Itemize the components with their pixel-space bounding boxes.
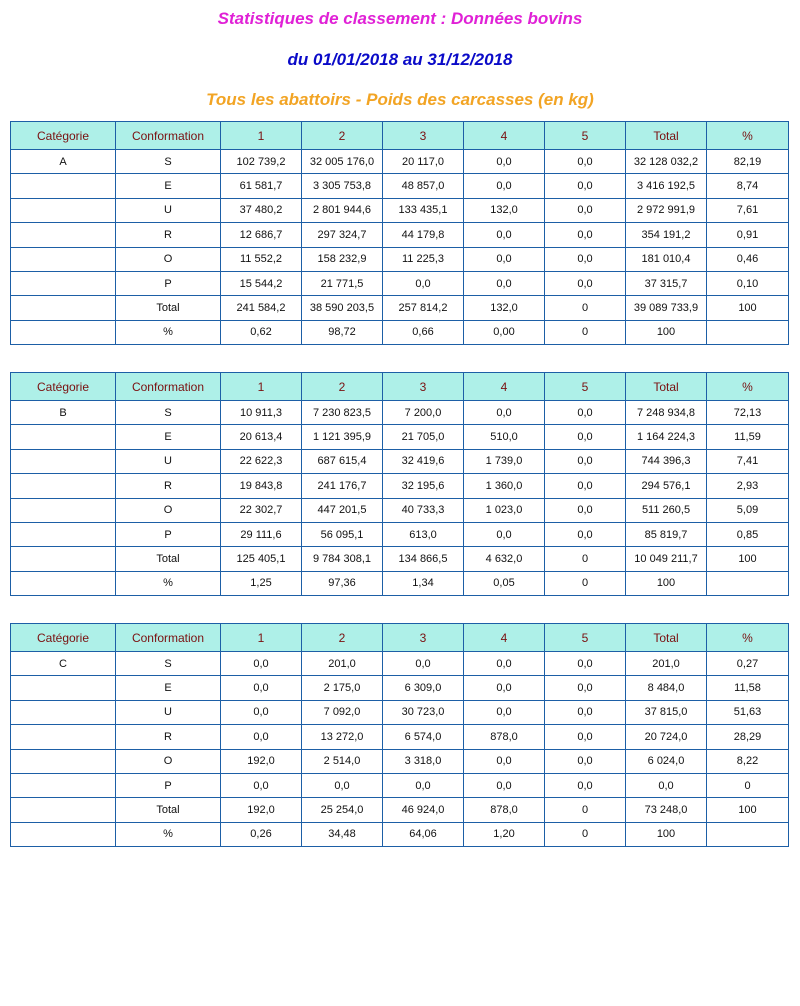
table-row bbox=[11, 174, 789, 198]
table-row bbox=[11, 798, 789, 822]
value-cell: 0,0 bbox=[545, 425, 626, 449]
conformation-cell: Total bbox=[116, 547, 221, 571]
value-cell: 0,0 bbox=[383, 773, 464, 797]
value-cell: 7 248 934,8 bbox=[626, 401, 707, 425]
column-header: 5 bbox=[545, 373, 626, 401]
value-cell: 294 576,1 bbox=[626, 474, 707, 498]
value-cell: 1,20 bbox=[464, 822, 545, 846]
column-header: 3 bbox=[383, 624, 464, 652]
value-cell: 158 232,9 bbox=[302, 247, 383, 271]
column-header: % bbox=[707, 122, 789, 150]
value-cell: 2,93 bbox=[707, 474, 789, 498]
value-cell: 0,0 bbox=[545, 652, 626, 676]
value-cell: 0 bbox=[545, 798, 626, 822]
value-cell: 3 305 753,8 bbox=[302, 174, 383, 198]
value-cell: 4 632,0 bbox=[464, 547, 545, 571]
value-cell: 0 bbox=[545, 296, 626, 320]
table-row bbox=[11, 822, 789, 846]
column-header: Catégorie bbox=[11, 122, 116, 150]
value-cell: 8,22 bbox=[707, 749, 789, 773]
value-cell: 2 175,0 bbox=[302, 676, 383, 700]
value-cell: 6 309,0 bbox=[383, 676, 464, 700]
value-cell: 0,0 bbox=[545, 700, 626, 724]
table-row bbox=[11, 247, 789, 271]
value-cell: 82,19 bbox=[707, 150, 789, 174]
column-header: 1 bbox=[221, 373, 302, 401]
column-header: 4 bbox=[464, 122, 545, 150]
conformation-cell: R bbox=[116, 223, 221, 247]
category-cell bbox=[11, 223, 116, 247]
value-cell: 6 574,0 bbox=[383, 725, 464, 749]
page-title: Statistiques de classement : Données bovins bbox=[217, 9, 583, 28]
value-cell: 100 bbox=[626, 822, 707, 846]
value-cell: 29 111,6 bbox=[221, 522, 302, 546]
value-cell: 0,0 bbox=[545, 401, 626, 425]
table-row bbox=[11, 571, 789, 595]
table-row bbox=[11, 749, 789, 773]
value-cell: 0,10 bbox=[707, 271, 789, 295]
value-cell: 12 686,7 bbox=[221, 223, 302, 247]
value-cell: 10 049 211,7 bbox=[626, 547, 707, 571]
value-cell: 0,0 bbox=[545, 174, 626, 198]
category-cell bbox=[11, 773, 116, 797]
category-cell bbox=[11, 271, 116, 295]
conformation-cell: % bbox=[116, 571, 221, 595]
value-cell: 30 723,0 bbox=[383, 700, 464, 724]
value-cell: 38 590 203,5 bbox=[302, 296, 383, 320]
value-cell: 0,46 bbox=[707, 247, 789, 271]
column-header: 5 bbox=[545, 624, 626, 652]
conformation-cell: E bbox=[116, 425, 221, 449]
value-cell bbox=[707, 571, 789, 595]
value-cell: 22 302,7 bbox=[221, 498, 302, 522]
column-header: 4 bbox=[464, 624, 545, 652]
value-cell: 0 bbox=[545, 571, 626, 595]
table-row bbox=[11, 449, 789, 473]
value-cell: 0,0 bbox=[545, 223, 626, 247]
column-header: 4 bbox=[464, 373, 545, 401]
value-cell: 1,25 bbox=[221, 571, 302, 595]
conformation-cell: U bbox=[116, 198, 221, 222]
value-cell: 51,63 bbox=[707, 700, 789, 724]
value-cell: 0,0 bbox=[545, 725, 626, 749]
category-cell: B bbox=[11, 401, 116, 425]
subtitle: Tous les abattoirs - Poids des carcasses (en kg) bbox=[206, 90, 594, 109]
table-row bbox=[11, 676, 789, 700]
table-row bbox=[11, 150, 789, 174]
value-cell: 354 191,2 bbox=[626, 223, 707, 247]
table-row bbox=[11, 652, 789, 676]
table-row bbox=[11, 223, 789, 247]
value-cell: 20 613,4 bbox=[221, 425, 302, 449]
value-cell: 64,06 bbox=[383, 822, 464, 846]
category-cell bbox=[11, 296, 116, 320]
value-cell: 0 bbox=[707, 773, 789, 797]
value-cell: 5,09 bbox=[707, 498, 789, 522]
value-cell: 100 bbox=[707, 547, 789, 571]
value-cell: 0,0 bbox=[464, 223, 545, 247]
value-cell: 0,0 bbox=[545, 773, 626, 797]
value-cell: 22 622,3 bbox=[221, 449, 302, 473]
value-cell: 0,0 bbox=[464, 522, 545, 546]
value-cell: 11,59 bbox=[707, 425, 789, 449]
value-cell: 0,0 bbox=[221, 700, 302, 724]
value-cell: 100 bbox=[707, 296, 789, 320]
value-cell: 687 615,4 bbox=[302, 449, 383, 473]
value-cell: 0,0 bbox=[383, 652, 464, 676]
column-header: Conformation bbox=[116, 373, 221, 401]
value-cell: 0,0 bbox=[545, 150, 626, 174]
value-cell: 0,0 bbox=[464, 773, 545, 797]
value-cell: 2 972 991,9 bbox=[626, 198, 707, 222]
category-cell bbox=[11, 798, 116, 822]
value-cell: 21 705,0 bbox=[383, 425, 464, 449]
value-cell: 2 514,0 bbox=[302, 749, 383, 773]
value-cell: 241 176,7 bbox=[302, 474, 383, 498]
column-header: Total bbox=[626, 624, 707, 652]
value-cell: 0,0 bbox=[545, 676, 626, 700]
category-cell bbox=[11, 700, 116, 724]
value-cell: 1 360,0 bbox=[464, 474, 545, 498]
value-cell: 0,0 bbox=[464, 652, 545, 676]
column-header: 1 bbox=[221, 624, 302, 652]
table-row bbox=[11, 271, 789, 295]
category-cell bbox=[11, 522, 116, 546]
value-cell: 192,0 bbox=[221, 798, 302, 822]
conformation-cell: U bbox=[116, 700, 221, 724]
value-cell: 11 225,3 bbox=[383, 247, 464, 271]
conformation-cell: Total bbox=[116, 798, 221, 822]
value-cell: 0,05 bbox=[464, 571, 545, 595]
stats-table-b bbox=[10, 372, 789, 596]
stats-table-c bbox=[10, 623, 789, 847]
value-cell: 181 010,4 bbox=[626, 247, 707, 271]
header-row bbox=[11, 122, 789, 150]
conformation-cell: U bbox=[116, 449, 221, 473]
value-cell: 0,66 bbox=[383, 320, 464, 344]
value-cell: 0,62 bbox=[221, 320, 302, 344]
value-cell: 11 552,2 bbox=[221, 247, 302, 271]
category-cell bbox=[11, 425, 116, 449]
value-cell: 133 435,1 bbox=[383, 198, 464, 222]
conformation-cell: % bbox=[116, 320, 221, 344]
column-header: Catégorie bbox=[11, 373, 116, 401]
value-cell: 0,0 bbox=[464, 401, 545, 425]
value-cell: 0,0 bbox=[545, 474, 626, 498]
value-cell: 7 200,0 bbox=[383, 401, 464, 425]
value-cell: 37 480,2 bbox=[221, 198, 302, 222]
value-cell: 0,0 bbox=[464, 271, 545, 295]
value-cell: 13 272,0 bbox=[302, 725, 383, 749]
value-cell: 3 416 192,5 bbox=[626, 174, 707, 198]
value-cell: 0,0 bbox=[221, 725, 302, 749]
value-cell bbox=[707, 320, 789, 344]
category-cell: C bbox=[11, 652, 116, 676]
value-cell: 56 095,1 bbox=[302, 522, 383, 546]
value-cell: 0,0 bbox=[464, 247, 545, 271]
conformation-cell: P bbox=[116, 522, 221, 546]
value-cell: 100 bbox=[626, 320, 707, 344]
value-cell: 0,0 bbox=[464, 676, 545, 700]
table-row bbox=[11, 700, 789, 724]
value-cell: 878,0 bbox=[464, 798, 545, 822]
table-row bbox=[11, 474, 789, 498]
value-cell: 0,0 bbox=[545, 198, 626, 222]
category-cell: A bbox=[11, 150, 116, 174]
column-header: 2 bbox=[302, 624, 383, 652]
value-cell: 40 733,3 bbox=[383, 498, 464, 522]
value-cell: 20 117,0 bbox=[383, 150, 464, 174]
conformation-cell: R bbox=[116, 474, 221, 498]
value-cell: 192,0 bbox=[221, 749, 302, 773]
value-cell: 32 128 032,2 bbox=[626, 150, 707, 174]
value-cell: 8,74 bbox=[707, 174, 789, 198]
value-cell: 32 195,6 bbox=[383, 474, 464, 498]
period-title: du 01/01/2018 au 31/12/2018 bbox=[287, 50, 513, 69]
value-cell: 0,0 bbox=[302, 773, 383, 797]
table-row bbox=[11, 320, 789, 344]
value-cell: 0,0 bbox=[545, 449, 626, 473]
value-cell: 0,0 bbox=[464, 749, 545, 773]
value-cell: 98,72 bbox=[302, 320, 383, 344]
value-cell: 10 911,3 bbox=[221, 401, 302, 425]
value-cell: 0 bbox=[545, 547, 626, 571]
value-cell: 20 724,0 bbox=[626, 725, 707, 749]
value-cell: 102 739,2 bbox=[221, 150, 302, 174]
column-header: Total bbox=[626, 122, 707, 150]
table-row bbox=[11, 522, 789, 546]
conformation-cell: O bbox=[116, 247, 221, 271]
value-cell: 0,0 bbox=[545, 749, 626, 773]
header-row bbox=[11, 373, 789, 401]
stats-table-a bbox=[10, 121, 789, 345]
value-cell: 0,0 bbox=[221, 773, 302, 797]
value-cell: 0,0 bbox=[464, 150, 545, 174]
category-cell bbox=[11, 571, 116, 595]
value-cell: 72,13 bbox=[707, 401, 789, 425]
value-cell: 511 260,5 bbox=[626, 498, 707, 522]
value-cell: 46 924,0 bbox=[383, 798, 464, 822]
conformation-cell: P bbox=[116, 271, 221, 295]
value-cell: 241 584,2 bbox=[221, 296, 302, 320]
value-cell: 73 248,0 bbox=[626, 798, 707, 822]
category-cell bbox=[11, 449, 116, 473]
category-cell bbox=[11, 547, 116, 571]
value-cell: 6 024,0 bbox=[626, 749, 707, 773]
value-cell: 297 324,7 bbox=[302, 223, 383, 247]
column-header: Conformation bbox=[116, 624, 221, 652]
value-cell: 7 092,0 bbox=[302, 700, 383, 724]
value-cell: 100 bbox=[707, 798, 789, 822]
category-cell bbox=[11, 749, 116, 773]
conformation-cell: % bbox=[116, 822, 221, 846]
value-cell: 1 023,0 bbox=[464, 498, 545, 522]
value-cell: 0,0 bbox=[626, 773, 707, 797]
value-cell: 1 164 224,3 bbox=[626, 425, 707, 449]
value-cell: 61 581,7 bbox=[221, 174, 302, 198]
value-cell: 613,0 bbox=[383, 522, 464, 546]
value-cell: 0,85 bbox=[707, 522, 789, 546]
value-cell: 0,0 bbox=[464, 700, 545, 724]
table-row bbox=[11, 773, 789, 797]
value-cell: 8 484,0 bbox=[626, 676, 707, 700]
value-cell: 11,58 bbox=[707, 676, 789, 700]
value-cell: 15 544,2 bbox=[221, 271, 302, 295]
column-header: 3 bbox=[383, 122, 464, 150]
conformation-cell: P bbox=[116, 773, 221, 797]
column-header: 1 bbox=[221, 122, 302, 150]
value-cell: 39 089 733,9 bbox=[626, 296, 707, 320]
value-cell: 21 771,5 bbox=[302, 271, 383, 295]
value-cell: 28,29 bbox=[707, 725, 789, 749]
value-cell: 44 179,8 bbox=[383, 223, 464, 247]
header-row bbox=[11, 624, 789, 652]
value-cell: 37 815,0 bbox=[626, 700, 707, 724]
value-cell bbox=[707, 822, 789, 846]
value-cell: 7,61 bbox=[707, 198, 789, 222]
value-cell: 257 814,2 bbox=[383, 296, 464, 320]
value-cell: 1 739,0 bbox=[464, 449, 545, 473]
value-cell: 3 318,0 bbox=[383, 749, 464, 773]
table-row bbox=[11, 401, 789, 425]
value-cell: 0,0 bbox=[464, 174, 545, 198]
value-cell: 0,27 bbox=[707, 652, 789, 676]
column-header: Catégorie bbox=[11, 624, 116, 652]
conformation-cell: E bbox=[116, 174, 221, 198]
value-cell: 34,48 bbox=[302, 822, 383, 846]
value-cell: 201,0 bbox=[626, 652, 707, 676]
value-cell: 125 405,1 bbox=[221, 547, 302, 571]
value-cell: 0,0 bbox=[545, 498, 626, 522]
category-cell bbox=[11, 320, 116, 344]
table-row bbox=[11, 498, 789, 522]
column-header: 2 bbox=[302, 373, 383, 401]
table-row bbox=[11, 296, 789, 320]
category-cell bbox=[11, 498, 116, 522]
value-cell: 1,34 bbox=[383, 571, 464, 595]
value-cell: 0,91 bbox=[707, 223, 789, 247]
value-cell: 0 bbox=[545, 320, 626, 344]
value-cell: 0,0 bbox=[545, 247, 626, 271]
value-cell: 85 819,7 bbox=[626, 522, 707, 546]
table-row bbox=[11, 198, 789, 222]
column-header: 5 bbox=[545, 122, 626, 150]
category-cell bbox=[11, 822, 116, 846]
column-header: 2 bbox=[302, 122, 383, 150]
value-cell: 37 315,7 bbox=[626, 271, 707, 295]
value-cell: 132,0 bbox=[464, 198, 545, 222]
category-cell bbox=[11, 198, 116, 222]
column-header: Conformation bbox=[116, 122, 221, 150]
value-cell: 447 201,5 bbox=[302, 498, 383, 522]
value-cell: 0,0 bbox=[221, 652, 302, 676]
column-header: 3 bbox=[383, 373, 464, 401]
value-cell: 48 857,0 bbox=[383, 174, 464, 198]
category-cell bbox=[11, 474, 116, 498]
value-cell: 0,0 bbox=[221, 676, 302, 700]
conformation-cell: S bbox=[116, 401, 221, 425]
value-cell: 32 005 176,0 bbox=[302, 150, 383, 174]
value-cell: 878,0 bbox=[464, 725, 545, 749]
value-cell: 0,0 bbox=[545, 522, 626, 546]
value-cell: 0,00 bbox=[464, 320, 545, 344]
value-cell: 0,26 bbox=[221, 822, 302, 846]
conformation-cell: S bbox=[116, 652, 221, 676]
category-cell bbox=[11, 247, 116, 271]
table-row bbox=[11, 547, 789, 571]
conformation-cell: O bbox=[116, 498, 221, 522]
value-cell: 25 254,0 bbox=[302, 798, 383, 822]
column-header: % bbox=[707, 624, 789, 652]
value-cell: 19 843,8 bbox=[221, 474, 302, 498]
conformation-cell: E bbox=[116, 676, 221, 700]
category-cell bbox=[11, 725, 116, 749]
category-cell bbox=[11, 676, 116, 700]
category-cell bbox=[11, 174, 116, 198]
value-cell: 744 396,3 bbox=[626, 449, 707, 473]
column-header: Total bbox=[626, 373, 707, 401]
column-header: % bbox=[707, 373, 789, 401]
conformation-cell: S bbox=[116, 150, 221, 174]
value-cell: 32 419,6 bbox=[383, 449, 464, 473]
value-cell: 132,0 bbox=[464, 296, 545, 320]
value-cell: 0,0 bbox=[545, 271, 626, 295]
value-cell: 7 230 823,5 bbox=[302, 401, 383, 425]
value-cell: 1 121 395,9 bbox=[302, 425, 383, 449]
value-cell: 100 bbox=[626, 571, 707, 595]
value-cell: 7,41 bbox=[707, 449, 789, 473]
value-cell: 97,36 bbox=[302, 571, 383, 595]
value-cell: 0 bbox=[545, 822, 626, 846]
conformation-cell: O bbox=[116, 749, 221, 773]
conformation-cell: Total bbox=[116, 296, 221, 320]
value-cell: 510,0 bbox=[464, 425, 545, 449]
conformation-cell: R bbox=[116, 725, 221, 749]
value-cell: 2 801 944,6 bbox=[302, 198, 383, 222]
table-row bbox=[11, 725, 789, 749]
value-cell: 9 784 308,1 bbox=[302, 547, 383, 571]
value-cell: 0,0 bbox=[383, 271, 464, 295]
value-cell: 201,0 bbox=[302, 652, 383, 676]
table-row bbox=[11, 425, 789, 449]
value-cell: 134 866,5 bbox=[383, 547, 464, 571]
